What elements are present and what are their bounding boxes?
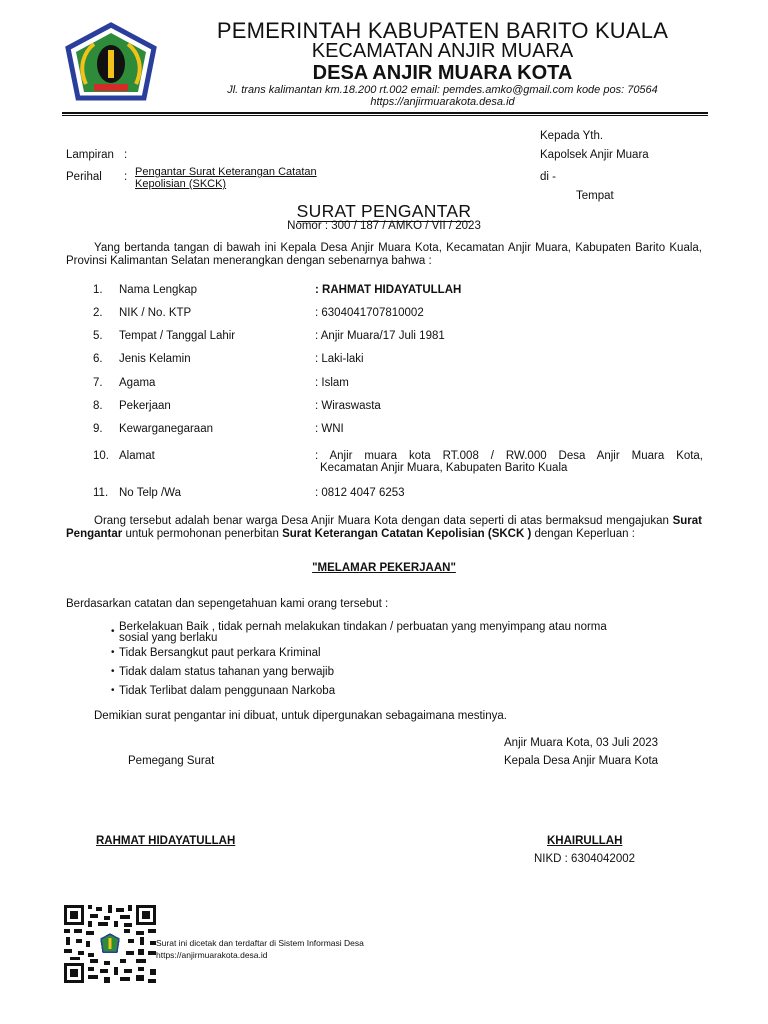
header-government: PEMERINTAH KABUPATEN BARITO KUALA [216,18,669,43]
field-label: Agama [119,377,156,389]
signature-right-name: KHAIRULLAH [547,835,623,847]
header-address: Jl. trans kalimantan km.18.200 rt.002 email: pemdes.amko@gmail.com kode pos: 70564 [227,84,658,96]
field-label: Jenis Kelamin [119,353,191,365]
field-no: 8. [93,400,103,412]
field-value: : 0812 4047 6253 [315,487,405,499]
list-item: Berkelakuan Baik , tidak pernah melakukan tindakan / perbuatan yang menyimpang atau norma [119,621,607,633]
header-district: KECAMATAN ANJIR MUARA [311,40,574,62]
list-item: Tidak dalam status tahanan yang berwajib [119,666,335,678]
field-value: : RAHMAT HIDAYATULLAH [315,284,462,296]
perihal-colon: : [124,171,128,183]
field-label: Pekerjaan [119,400,171,412]
document-title: SURAT PENGANTAR [296,201,472,221]
field-label: Kewarganegaraan [119,423,213,435]
header-website: https://anjirmuarakota.desa.id [370,96,515,108]
perihal-line2: Kepolisian (SKCK) [135,178,227,190]
bullet-glyph: • [111,666,115,677]
bullet-glyph: • [111,685,115,696]
header-divider [62,112,708,114]
field-value: : 6304041707810002 [315,307,424,319]
lampiran-label: Lampiran [66,149,114,161]
field-label: Nama Lengkap [119,284,197,296]
header-divider-thin [62,115,708,116]
signature-nikd: NIKD : 6304042002 [534,853,636,865]
field-no: 1. [93,284,103,296]
field-label: Alamat [119,450,155,462]
field-value: : Wiraswasta [315,400,381,412]
field-label: Tempat / Tanggal Lahir [119,330,236,342]
field-no: 11. [93,487,109,499]
field-value: : WNI [315,423,344,435]
field-value: : Islam [315,377,349,389]
field-no: 5. [93,330,103,342]
document-number: Nomor : 300 / 187 / AMKO / VII / 2023 [287,220,481,232]
field-no: 6. [93,353,103,365]
list-item-cont: sosial yang berlaku [119,632,218,644]
signature-left-title: Pemegang Surat [128,755,215,767]
footer-registered-note: Surat ini dicetak dan terdaftar di Sistem Informasi Desa [156,938,364,948]
field-value: : Laki-laki [315,353,364,365]
field-value: : Anjir muara kota RT.008 / RW.000 Desa Anjir Muara Kota, [315,450,703,462]
perihal-line1: Pengantar Surat Keterangan Catatan [135,166,317,178]
field-no: 9. [93,423,103,435]
field-no: 7. [93,377,103,389]
bullet-glyph: • [111,626,115,637]
footer-website: https://anjirmuarakota.desa.id [156,950,268,960]
intro-paragraph: Yang bertanda tangan di bawah ini Kepala Desa Anjir Muara Kota, Kecamatan Anjir Muara, Kabupaten Barito Kuala, Provinsi Kalimantan Selatan menerangkan dengan sebenarnya bahwa : [66,242,702,268]
purpose-paragraph: Orang tersebut adalah benar warga Desa Anjir Muara Kota dengan data seperti di atas bermaksud mengajukan Surat Pengantar untuk permohonan penerbitan Surat Keterangan Catatan Kepolisian (SKCK ) dengan Keperluan : [66,515,702,541]
field-label: NIK / No. KTP [119,307,192,319]
perihal-label: Perihal [66,171,102,183]
recipient-tempat: Tempat [576,190,614,202]
bullet-glyph: • [111,647,115,658]
record-intro: Berdasarkan catatan dan sepengetahuan kami orang tersebut : [66,598,389,610]
closing-paragraph: Demikian surat pengantar ini dibuat, untuk dipergunakan sebagaimana mestinya. [94,710,507,722]
recipient-di: di - [540,171,556,183]
recipient-kepada: Kepada Yth. [540,130,604,142]
field-no: 10. [93,450,109,462]
field-label: No Telp /Wa [119,487,181,499]
village-logo [64,22,158,104]
recipient-name: Kapolsek Anjir Muara [540,149,649,161]
list-item: Tidak Bersangkut paut perkara Kriminal [119,647,321,659]
field-value-cont: Kecamatan Anjir Muara, Kabupaten Barito Kuala [320,462,568,474]
header-village: DESA ANJIR MUARA KOTA [312,62,573,84]
signature-place-date: Anjir Muara Kota, 03 Juli 2023 [504,737,659,749]
list-item: Tidak Terlibat dalam penggunaan Narkoba [119,685,336,697]
field-no: 2. [93,307,103,319]
qr-code-icon [64,905,156,983]
field-value: : Anjir Muara/17 Juli 1981 [315,330,445,342]
purpose-keperluan: "MELAMAR PEKERJAAN" [312,562,456,574]
signature-right-title: Kepala Desa Anjir Muara Kota [504,755,659,767]
lampiran-colon: : [124,149,128,161]
signature-left-name: RAHMAT HIDAYATULLAH [96,835,236,847]
